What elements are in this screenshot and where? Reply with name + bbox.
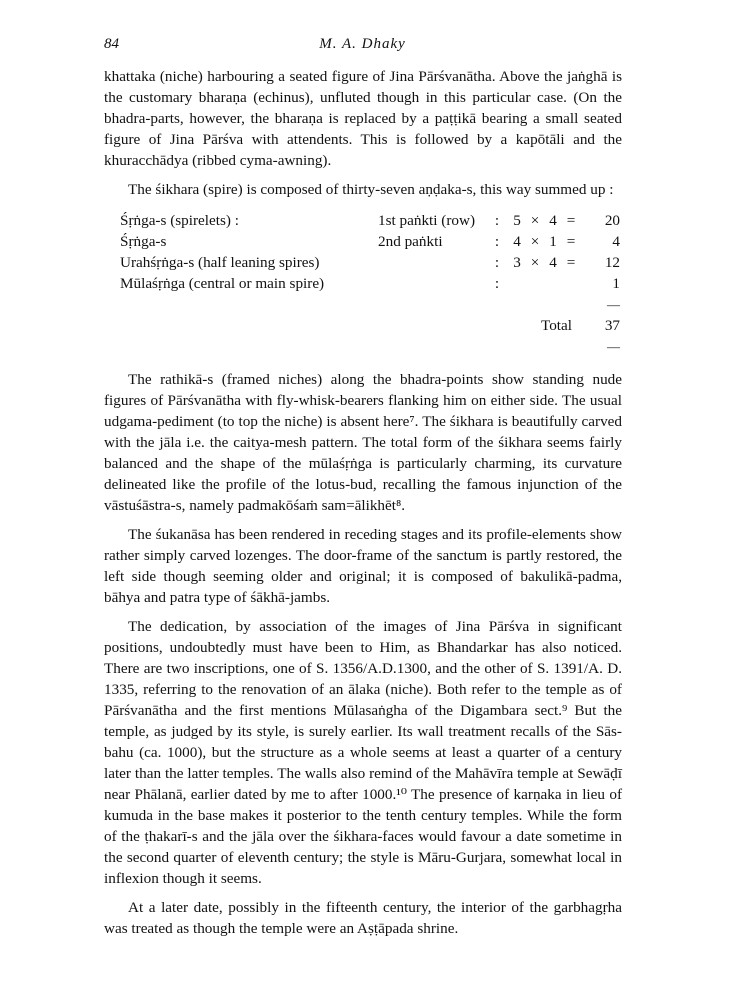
tally-result: 12 bbox=[604, 254, 620, 271]
tally-count: 5 bbox=[513, 212, 521, 229]
tally-multiplier bbox=[544, 273, 562, 294]
tally-colon: : bbox=[494, 233, 500, 250]
sikhara-paragraph: The śikhara (spire) is composed of thirty-seven aṇḍaka-s, this way summed up : bbox=[128, 181, 614, 198]
tally-rule-top: — bbox=[607, 296, 620, 312]
total-value: 37 bbox=[604, 317, 620, 334]
tally-colon: : bbox=[494, 275, 500, 292]
tally-times: × bbox=[530, 233, 540, 250]
tally-count bbox=[508, 273, 526, 294]
rathika-paragraph: The rathikā-s (framed niches) along the bhadra-points show standing nude figures of Pārśvanātha with fly-whisk-bearers flanking him on either side. The usual udgama-pediment (to top the niche) is absent here⁷. The śikhara is beautifully carved with the jāla i.e. the caitya-mesh pattern. The total form of the śikhara seems fairly balanced and the shape of the mūlaśṛṅga is particularly charming, its curvature delineated like the profile of the lotus-bud, recalling the famous injunction of the vāstuśāstra-s, namely padmakōśaṁ sam=ālikhēt⁸. bbox=[104, 371, 622, 514]
tally-total-row bbox=[120, 315, 620, 336]
tally-times bbox=[526, 273, 544, 294]
tally-multiplier: 1 bbox=[549, 233, 557, 250]
tally-rule-bottom: — bbox=[607, 338, 620, 354]
tally-times: × bbox=[530, 254, 540, 271]
page-number: 84 bbox=[104, 36, 119, 52]
tally-name: Urahśṛṅga-s (half leaning spires) bbox=[120, 254, 320, 271]
page-body bbox=[104, 66, 622, 939]
tally-row bbox=[120, 210, 620, 231]
sukanasa-paragraph: The śukanāsa has been rendered in receding stages and its profile-elements show rather simply carved lozenges. The door-frame of the sanctum is partly restored, the left side though seeming older and original; it is composed of bakulikā-padma, bāhya and patra type of śākhā-jambs. bbox=[104, 526, 622, 606]
tally-result: 1 bbox=[612, 275, 620, 292]
tally-row bbox=[120, 273, 620, 294]
tally-colon: : bbox=[494, 212, 500, 229]
tally-count: 3 bbox=[513, 254, 521, 271]
tally-rule-row bbox=[120, 294, 620, 315]
tally-count: 4 bbox=[513, 233, 521, 250]
andaka-tally-table bbox=[120, 210, 620, 357]
total-label: Total bbox=[541, 317, 572, 334]
tally-equals: = bbox=[566, 212, 576, 229]
tally-row bbox=[120, 252, 620, 273]
tally-equals: = bbox=[566, 254, 576, 271]
tally-rule-row bbox=[120, 336, 620, 357]
tally-row-label: 2nd paṅkti bbox=[378, 233, 443, 250]
running-author: M. A. Dhaky bbox=[319, 36, 406, 52]
later-date-paragraph: At a later date, possibly in the fifteenth century, the interior of the garbhagṛha was treated as though the temple were an Aṣṭāpada shrine. bbox=[104, 899, 622, 937]
tally-result: 20 bbox=[604, 212, 620, 229]
tally-row bbox=[120, 231, 620, 252]
tally-name: Mūlaśṛṅga (central or main spire) bbox=[120, 275, 325, 292]
tally-name: Śṛṅga-s (spirelets) : bbox=[120, 212, 239, 229]
intro-paragraph: khattaka (niche) harbouring a seated figure of Jina Pārśvanātha. Above the jaṅghā is the customary bharaṇa (echinus), unfluted though in this particular case. (On the bhadra-parts, however, the bharaṇa is replaced by a paṭṭikā bearing a small seated figure of Jina Pārśva with attendents. This is followed by a kapōtāli and the khuracchādya (ribbed cyma-awning). bbox=[104, 68, 622, 169]
tally-row-label: 1st paṅkti (row) bbox=[378, 212, 476, 229]
tally-colon: : bbox=[494, 254, 500, 271]
tally-times: × bbox=[530, 212, 540, 229]
running-header bbox=[104, 36, 621, 56]
tally-multiplier: 4 bbox=[549, 212, 557, 229]
dedication-paragraph: The dedication, by association of the images of Jina Pārśva in significant positions, undoubtedly must have been to Him, as Bhandarkar has also noticed. There are two inscriptions, one of S. 1356/A.D.1300, and the other of S. 1391/A. D. 1335, referring to the renovation of an ālaka (niche). Both refer to the temple as of Pārśvanātha and the first mentions Mūlasaṅgha of the Digambara sect.⁹ But the temple, as judged by its style, is surely earlier. Its wall treatment recalls of the Sās-bahu (ca. 1000), but the structure as a whole seems at least a quarter of a century later than the latter temples. The walls also remind of the Mahāvīra temple at Sewāḍī near Phālanā, earlier dated by me to after 1000.¹⁰ The presence of karṇaka in lieu of kumuda in the base makes it posterior to the tenth century temples. While the form of the ṭhakarī-s and the jāla over the śikhara-faces would favour a date sometime in the second quarter of eleventh century; the style is Māru-Gurjara, somewhat local in inflexion though it seems. bbox=[104, 618, 622, 887]
tally-name: Śṛṅga-s bbox=[120, 233, 167, 250]
tally-result: 4 bbox=[612, 233, 620, 250]
tally-multiplier: 4 bbox=[549, 254, 557, 271]
tally-equals: = bbox=[566, 233, 576, 250]
tally-equals bbox=[562, 273, 580, 294]
